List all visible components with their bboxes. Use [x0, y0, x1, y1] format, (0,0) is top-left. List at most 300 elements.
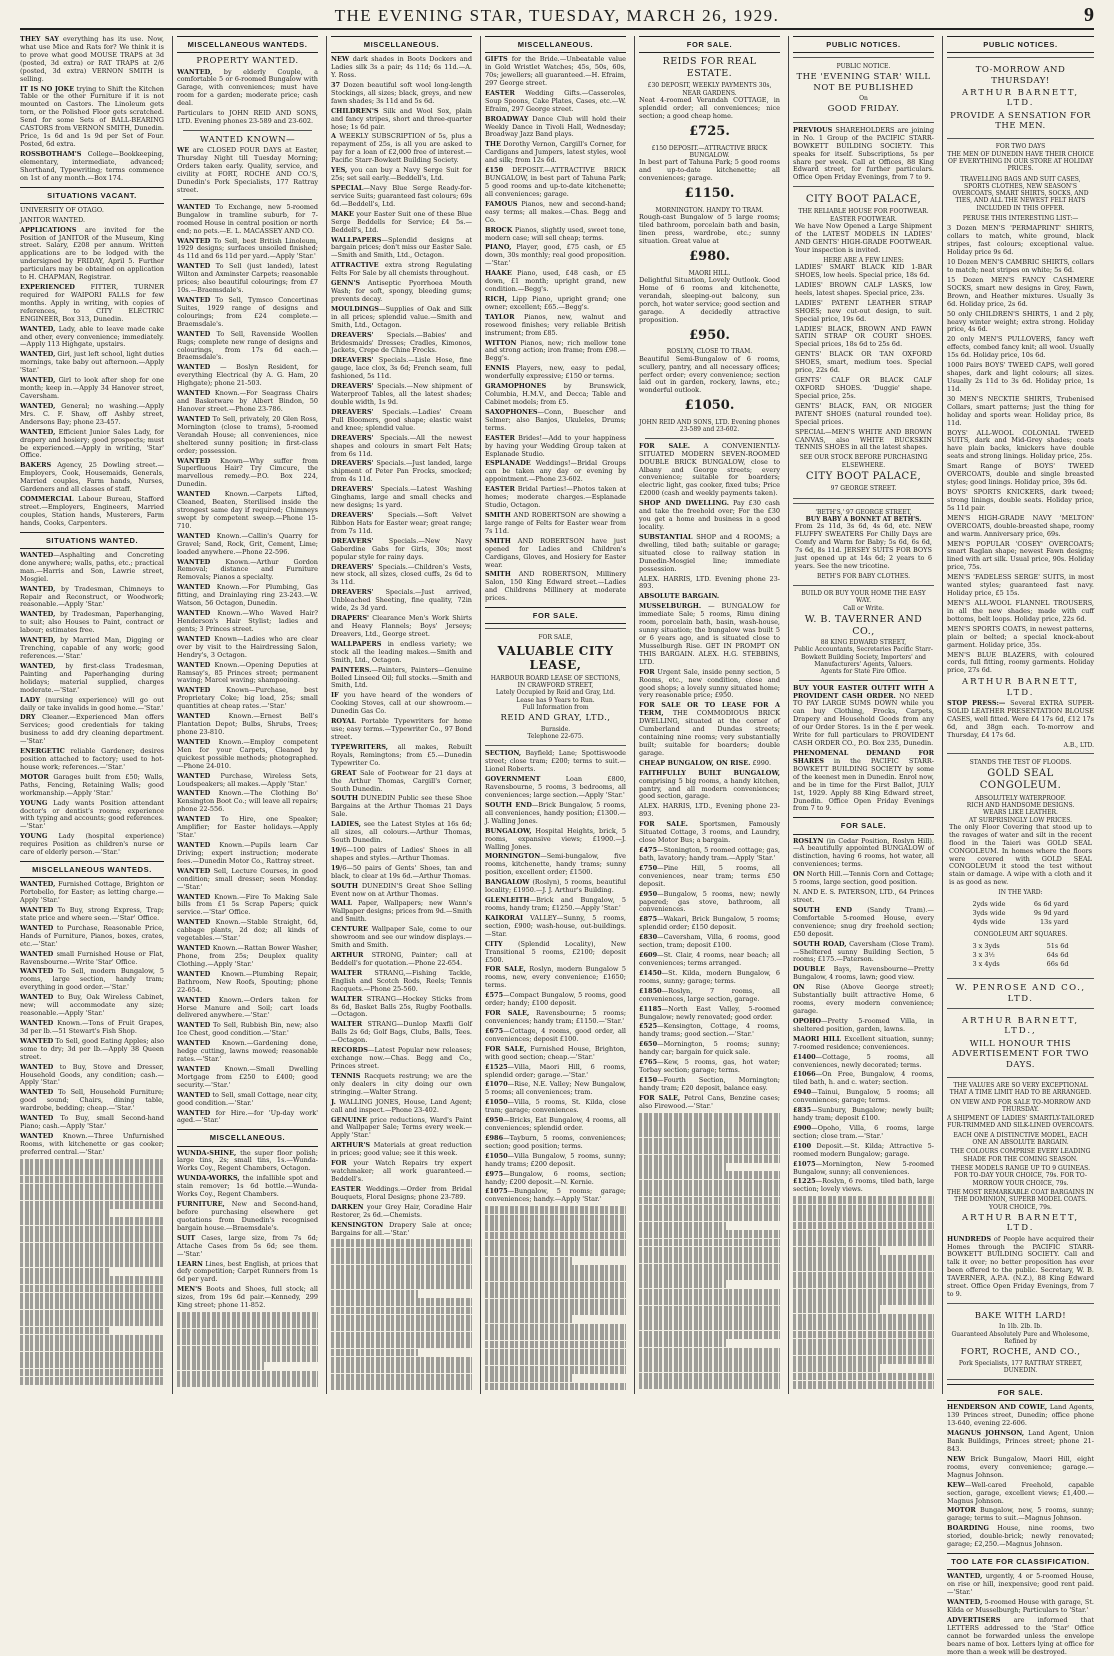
text-line-filler	[20, 1259, 164, 1267]
classified-ad	[20, 403, 164, 427]
bake-firm2: Pork Specialists, 177 RATTRAY STREET, DUNEDIN.	[958, 1359, 1083, 1374]
classified-ad	[177, 790, 318, 814]
classified-ad	[331, 883, 472, 899]
ad-text: £990.	[750, 758, 772, 767]
text-line-filler	[331, 1349, 418, 1357]
text-line-filler	[793, 1314, 934, 1322]
classified-ad	[331, 167, 472, 183]
gold-seal-body: The only Floor Covering that stood up to the ravages of water and silt in the recent flood in the Taieri was GOLD SEAL CONGOLEUM. In homes where the floors were covered with GOLD SEAL CONGOLEUM it stood the test without stain or damage. A wipe with a cloth and it is as good as new.	[949, 822, 1092, 887]
ad-text: (Splendid Locality), New Transitional 5 rooms, £2100; deposit £500.	[485, 939, 626, 964]
text-line-filler	[639, 1381, 780, 1389]
classified-ad	[177, 1022, 318, 1038]
classified-ad	[20, 1115, 164, 1131]
ad-lead: DREAVERS'	[331, 459, 374, 468]
classified-ad	[639, 1023, 780, 1039]
ad-lead: DRY	[20, 713, 36, 722]
ad-text: your Easter Suit one of these Blue Serge Beddells for Service; £4 5s.—Beddell's, Ltd.	[331, 209, 472, 234]
ad-text: Known.—Small Dwelling Mortgage from £250 to £400; good security.—'Star.'	[177, 1064, 318, 1089]
classified-ad	[331, 641, 472, 665]
classified-ad	[639, 669, 780, 701]
ad-lead: LEARN	[177, 1259, 203, 1268]
classified-ad	[485, 56, 626, 88]
text-line-filler	[331, 1382, 472, 1390]
classified-ad	[177, 491, 318, 531]
classified-ad	[177, 1040, 318, 1064]
ad-lead: MAORI HILL	[793, 1034, 842, 1043]
ad-lead: CHILDREN'S	[331, 106, 379, 115]
ad-lead: SOUTH END	[793, 905, 852, 914]
classified-ad	[485, 1153, 626, 1169]
ad-text: ALEX. HARRIS, LTD. Evening phone 23-893.	[639, 574, 780, 591]
ad-text: are CLOSED FOUR DAYS at Easter, Thursday Night till Tuesday Morning; Orders taken early. Quality, service, and civility at FORT, ROCHE AND CO.'S, Dunedin's Pork Specialists, 177 Rattray street.	[177, 146, 318, 194]
text-line-filler	[177, 1371, 318, 1379]
classified-ad	[793, 127, 934, 182]
ad-lead: WANTED	[177, 414, 211, 423]
stop-press-head: STOP PRESS:—	[947, 699, 1006, 707]
classified-ad	[331, 237, 472, 261]
classified-ad	[331, 1204, 472, 1220]
ad-lead: GENUINE	[331, 1115, 368, 1124]
text-line-filler	[793, 1339, 934, 1347]
classified-ad	[947, 1573, 1094, 1597]
ad-text: To Sell, modern Bungalow, 5 rooms, large section, handy tram; everything in good order.—'Star.'	[20, 967, 164, 992]
ad-text: Clearance Men's Work Shirts and Heavy Flannels; Boys' Jerseys; Dreavers, Ltd., George street.	[331, 614, 472, 638]
classified-ad	[177, 297, 318, 329]
ad-text: Portable Typewriters for home use; easy terms.—Typewriter Co., 97 Bond street.	[331, 717, 472, 741]
ad-text: price reductions, Ward's Paint and Wallpaper Sale; Terms every week.—Apply 'Star.'	[331, 1115, 472, 1140]
for-two-days: FOR TWO DAYS	[995, 143, 1046, 151]
city-boot-sub: THE RELIABLE HOUSE FOR FOOTWEAR.	[798, 208, 929, 216]
text-line-filler	[639, 1272, 780, 1280]
classified-ad	[793, 941, 934, 965]
col2-filler	[177, 1312, 318, 1387]
text-line-filler	[20, 1318, 164, 1326]
classified-ad	[177, 773, 318, 789]
wanted-known-head: WANTED KNOWN—	[199, 134, 296, 145]
classified-ad	[177, 364, 318, 388]
ad-text: for Hire.—for 'Up-day work' aged.—'Star.'	[177, 1108, 318, 1125]
ad-lead: EASTER	[331, 1184, 361, 1193]
city-boot-addr: 97 GEORGE STREET.	[830, 485, 897, 493]
ad-lead: WANTED	[177, 1039, 211, 1048]
ad-lead: BUY YOUR EASTER OUTFIT WITH A PROVIDENT CASH ORDER.	[793, 683, 934, 700]
classified-ad	[331, 108, 472, 132]
text-line-filler	[20, 1226, 164, 1234]
barnett-list-item: MEN'S HIGH-GRADE NAVY 'MELTON' OVERCOATS, double-breasted shape, roomy and warm. Anniversary price, 69s.	[947, 513, 1094, 538]
price-row	[970, 918, 1070, 927]
col6-sale-ads	[793, 838, 934, 1195]
reid-listing-intro: MAORI HILL.	[688, 269, 731, 277]
ad-lead: WANTED	[177, 557, 211, 566]
ad-text: you have heard of the wonders of Cooking Stoves, call at our showroom.—Dunedin Gas Co.	[331, 691, 472, 716]
text-line-filler	[639, 1356, 780, 1364]
classified-ad	[331, 692, 472, 716]
ad-lead: FOR SALE,	[485, 1009, 530, 1018]
ad-text: DUNEDIN'S Great Shoe Selling Event now on at Arthur Thomas.	[331, 881, 472, 898]
taverner-addr: 88 KING EDWARD STREET,	[820, 639, 907, 647]
text-line-filler	[485, 1315, 572, 1323]
ad-lead: WANTED	[177, 1090, 211, 1099]
ad-lead: WALLPAPERS	[331, 639, 382, 648]
classified-ad	[485, 409, 626, 433]
ad-lead: MUSSELBURGH.	[639, 602, 702, 611]
ad-text: Lines, best English, at prices that defy competition; Carpet Runners from 1s 6d per yard.	[177, 1259, 318, 1284]
ad-text: STRONG, Painter; call at Beddell's for quotation.—Phone 22-654.	[331, 951, 472, 967]
classified-ad	[485, 879, 626, 895]
classified-ad	[793, 871, 934, 887]
ad-lead: KEW	[947, 1480, 965, 1489]
classified-ad	[331, 211, 472, 235]
classified-ad	[331, 996, 472, 1020]
ad-text: STRANG—Dunlop Maxfli Golf Balls 2s 6d; Golf Bags, Clubs, Balls, Tees.—Octagon.	[331, 1020, 472, 1045]
price-row-price: 64s 6d	[1046, 951, 1069, 960]
classified-ad	[20, 611, 164, 635]
ad-text: in the PACIFIC STARR-BOWKETT BUILDING SOCIETY by some of the keenest men in Dunedin. Enrol now, and be in time for the First Ballot, JULY 1st, 1929. Apply 88 King Edward street, Dunedin. Office Open Friday Evenings from 7 to 9.	[793, 756, 934, 813]
classified-ad	[485, 802, 626, 826]
ad-lead: WALL	[331, 899, 353, 908]
ad-lead: WANTED	[177, 969, 211, 978]
ad-text: Bungalow, new, 5 rooms, sunny; garage; terms to suit.—Magnus Johnson.	[947, 1506, 1094, 1523]
classified-ad	[485, 340, 626, 364]
ad-lead: SMITH	[485, 536, 511, 545]
classified-ad	[177, 204, 318, 236]
classified-ad	[485, 1028, 626, 1044]
reid-listing-body: Beautiful Semi-Bungalow of 6 rooms, scullery, pantry, and all necessary offices; perfect order; every convenience; section laid out in garden, rockery, lawns, etc.; wonderful outlook.	[639, 354, 780, 395]
ad-text: —Mornington, New 5-roomed Bungalow, sunny; all conveniences.	[793, 1159, 934, 1176]
ad-text: Known.—Gardening done, hedge cutting, lawns mowed; reasonable rates.—'Star.'	[177, 1039, 318, 1064]
reid-listing	[639, 82, 780, 139]
ad-lead: DREAVERS'	[331, 588, 374, 597]
ad-lead: OPOHO	[793, 1016, 822, 1025]
ad-lead: WANTED	[177, 456, 211, 465]
ad-text: —Stonington, 5 roomed cottage; gas, bath, lavatory; handy tram.—Apply 'Star.'	[639, 846, 780, 862]
ad-text: by elderly Couple, a comfortable 5 or 6-roomed Bungalow with Garage, with conveniences; must have room for a garden; moderate price; cash deal.	[177, 67, 318, 108]
ad-lead: WANTED	[177, 1108, 211, 1117]
col5-sale-ads	[639, 443, 780, 1111]
ad-text: Wedding Gifts.—Casseroles, Soup Spoons, Cake Plates, Cases, etc.—W. Efraim, 297 George street.	[485, 88, 626, 113]
notice-date: GOOD FRIDAY.	[827, 104, 900, 115]
classified-ad	[793, 1089, 934, 1105]
classified-ad	[793, 1107, 934, 1123]
lease-line-1: FOR SALE,	[538, 634, 573, 642]
col7-sale-ads	[947, 1404, 1094, 1549]
ad-lead: £100	[793, 1141, 812, 1150]
text-line-filler	[331, 1374, 472, 1382]
text-line-filler	[485, 1223, 626, 1231]
ad-text: Urgent Sale, inside penny section, 5 Rooms, etc., new condition, close and good shops; a lovely sunny situated home; very reasonable price; £950.	[639, 667, 780, 700]
classified-ad	[20, 36, 164, 84]
ad-lead: ARTHUR'S	[331, 1141, 371, 1150]
ad-text: To Sell, best British Linoleum, 1929 designs; surfaces unsoiled finished; 4s 11d and 6s 11d per yard.—Apply 'Star.'	[177, 236, 318, 261]
ad-lead: £940	[793, 1088, 812, 1097]
ad-text: Known.—Opening Deputies at Ramsay's, 85 Princes street; permanent waving; Marcel waving; shampooing.	[177, 660, 318, 685]
text-line-filler	[793, 1272, 934, 1280]
ad-lead: WANTED	[177, 686, 211, 695]
ad-text: Pay £30 cash and take the freehold over; For the £30 you get a home and business in a good locality.	[639, 499, 780, 531]
classified-ad	[485, 571, 626, 603]
ad-text: Known—Purchase, best Proprietary Coke; big load, 25s; small quantities at cheap rates.—'Star.'	[177, 686, 318, 711]
column-1	[20, 36, 168, 1394]
ad-text: Caversham (Close Tram).—Sheltered sunny Building Section, 5 rooms; £175.—Paterson.	[793, 939, 934, 964]
barnett-list-item: MEN'S SPORTS COATS, in newest patterns, plain or belted; a special knock-about garment. Holiday price, 35s.	[947, 624, 1094, 649]
text-line-filler	[331, 1265, 472, 1273]
ad-text: Known.—Ernest Bell's Plantation Depot; Bulbs, Shrubs, Trees; phone 23-810.	[177, 712, 318, 736]
text-line-filler	[639, 1348, 780, 1356]
col2-section-head: MISCELLANEOUS WANTEDS.	[177, 36, 318, 53]
ad-text: Pianos, new, walnut and rosewood finishes; very reliable British instrument; from £85.	[485, 312, 626, 337]
classified-ad	[20, 697, 164, 713]
gold-seal-sub4: AT SURPRISINGLY LOW PRICES.	[968, 816, 1073, 824]
ad-lead: WANTED	[20, 550, 54, 559]
beths-foot: BETH'S FOR BABY CLOTHES.	[816, 572, 911, 580]
ad-text: —On Free, Bungalow, 4 rooms, tiled bath, h. and c. water; section.	[793, 1070, 934, 1087]
col2-known-ads	[177, 147, 318, 195]
ad-text: To Sell, Ravenside Woollen Rugs; complete new range of designs and colourings, from 17s 6d each.—Braemsdale's.	[177, 329, 318, 362]
col7-section-sale: FOR SALE.	[947, 1384, 1094, 1401]
ad-text: Players, new, easy to pedal, wonderfully expressive; £150 or terms.	[485, 364, 626, 381]
classified-ad	[793, 838, 934, 870]
text-line-filler	[793, 1196, 934, 1204]
ad-text: AND ROBERTSON are showing a large range of Felts for Easter wear from 7s 11d.	[485, 511, 626, 535]
text-line-filler	[177, 1362, 264, 1370]
ad-text: —St. Clair, 4 rooms, near beach; all conveniences; terms arranged.	[639, 951, 780, 967]
text-line-filler	[20, 1293, 164, 1301]
ad-lead: ESPLANADE	[485, 459, 531, 468]
classified-ad	[639, 770, 780, 802]
taverner-agents: Agents for State Fire Office.	[820, 668, 907, 676]
ad-text: DUNEDIN Public see these Shoe Bargains at the Arthur Thomas 21 Days Sale.	[331, 794, 472, 819]
text-line-filler	[485, 1307, 626, 1315]
ad-text: Land Agents, 139 Princes street, Dunedin; office phone 13-640, evening 22-606.	[947, 1403, 1095, 1428]
ad-lead: WANTED,	[20, 610, 56, 619]
text-line-filler	[639, 1264, 780, 1272]
classified-ad	[485, 383, 626, 407]
text-line-filler	[639, 1213, 780, 1221]
ad-text: trying to Shift the Kitchen Table or the other Furniture if it is not mounted on Castors. The Linoleum gets torn, or the Polished Floor gets scratched. Send for some Sets of BALL-BEARING CASTORS from VERNON SMITH, Dunedin. Price, 1s 6d and 1s 9d per Set of Four. Posted, 6d extra.	[20, 84, 164, 148]
ad-text: To Sell, Household Furniture; good sound; Chairs, dining table, wardrobe, bedding; cheap.—'Star.'	[20, 1088, 164, 1113]
col4-sale-ads	[485, 750, 626, 1204]
classified-ad	[331, 847, 472, 863]
ad-lead: £950	[485, 1116, 504, 1125]
ad-text: Silk and Wool Sox, plain and fancy stripes, short and three-quarter hose; 1s 6d pair.	[331, 106, 472, 131]
ad-text: Garages built from £50; Walls, Paths, Fencing, Retaining Walls; good workmanship.—Apply 'Star.'	[20, 772, 164, 797]
classified-ad	[177, 263, 318, 295]
ad-text: —Fourth Section, Mornington; handy tram; £20 deposit, balance easy.	[639, 1075, 780, 1092]
ad-lead: WANTED	[177, 815, 211, 824]
classified-ad	[639, 1006, 780, 1022]
reid-listing-body: Delightful Situation, Lovely Outlook. Good Home of 6 rooms and kitchenette, verandah, sleeping-out balcony, sun porch, hot water service; good section and garage. A decidedly attractive proposition.	[639, 275, 780, 324]
classified-ad	[177, 842, 318, 866]
ad-text: Bays, Ravensbourne—Pretty Bungalow, 4 rooms, lawn; good view.	[793, 965, 934, 982]
ad-text: Pianos, slightly used, sweet tone, modern case; will sell cheap; terms.	[485, 225, 626, 242]
ad-text: General; no washing.—Apply Mrs. C. F. Shaw, off Ashby street, Andersons Bay; phone 23-457.	[20, 401, 164, 426]
ad-text: North Hill.—Tennis Corn and Cottage; 5 rooms, large section, good position.	[793, 870, 934, 887]
barnett-list-item: MEN'S BLUE BLAZERS, with coloured cords, full fitting, roomy garments. Holiday price, 27s 6d.	[947, 650, 1094, 675]
classified-ad	[331, 926, 472, 950]
ad-lead: DREAVERS'	[331, 407, 374, 416]
text-line-filler	[20, 1360, 164, 1368]
ad-lead: CHEAP BUNGALOW, ON RISE.	[639, 758, 751, 767]
text-line-filler	[20, 1369, 164, 1377]
classified-ad	[639, 803, 780, 819]
text-line-filler	[639, 1247, 780, 1255]
ad-text: to Buy, Stove and Dresser, Household Goods, any condition; cash.—Apply 'Star.'	[20, 1062, 164, 1087]
reid-listing-body: In best part of Tahuna Park; 5 good rooms and up-to-date kitchenette; all conveniences; garage.	[639, 158, 780, 183]
ad-lead: 19	[331, 845, 341, 854]
classified-ad	[639, 891, 780, 915]
classified-ad	[639, 934, 780, 950]
ad-text: Roslyn, modern Bungalow 5 rooms, new, every convenience; £1650; terms.	[485, 965, 626, 990]
ad-text: —Tainui, Bungalow, 5 rooms; all conveniences; garage; terms.	[793, 1088, 934, 1105]
text-line-filler	[20, 1192, 164, 1200]
reid-listing-price: £980.	[689, 248, 730, 264]
ad-text: —Conn, Buescher and Selmer; also Banjos, Ukuleles, Drums; terms.	[485, 407, 626, 432]
ad-lead: PHENOMENAL DEMAND FOR SHARES	[793, 749, 934, 765]
ad-lead: WANTED	[177, 944, 211, 953]
ad-text: Deposit.—St. Kilda; Attractive 5-roomed modern Bungalow; garage.	[793, 1141, 934, 1158]
classified-ad	[485, 992, 626, 1008]
ad-text: all makes, Rebuilt Royals, Remingtons; from £5.—Dunedin Typewriter Co.	[331, 742, 472, 767]
ad-text: Specials.—Children's Vests, new stock, all sizes, closed cuffs, 2s 6d to 3s 11d.	[331, 562, 472, 587]
ad-lead: MORNINGTON	[485, 852, 541, 861]
ad-text: —Kensington, Cottage, 4 rooms, handy trams; good section.—'Star.'	[639, 1022, 780, 1039]
ad-lead: £835	[793, 1106, 812, 1115]
barnett-values: THE VALUES ARE SO VERY EXCEPTIONAL THAT A TIME LIMIT HAD TO BE ARRANGED.	[949, 1081, 1092, 1097]
ad-text: Lady, able to leave made cake and other, every convenience; immediately.—Apply 113 Highgate, upstairs.	[20, 324, 164, 349]
ad-lead: WANTED,	[20, 636, 56, 645]
ad-text: Dozen beautiful soft wool long-length Stockings, all sizes; black, greys, and new fawn shades; 3s 11d and 5s 6d.	[331, 80, 472, 105]
barnett-list-item: 50 only CHILDREN'S SHIRTS, 1 and 2 ply, heavy winter weight; extra strong. Holiday price, 4s 6d.	[947, 309, 1094, 334]
classified-ad	[20, 86, 164, 149]
classified-ad	[639, 821, 780, 845]
classified-ad	[331, 795, 472, 819]
ad-text: Known.—Employ competent Men for your Carpets, Cleaned by quickest possible methods; photographed.—Phone 24-010.	[177, 737, 318, 770]
classified-ad	[20, 1064, 164, 1088]
classified-ad	[639, 865, 780, 889]
ad-text: —Rise, N.E. Valley; New Bungalow, 5 rooms; all conveniences; tram.	[485, 1080, 626, 1097]
col2-ads	[177, 204, 318, 1126]
col6-section-sale: FOR SALE.	[793, 817, 934, 834]
ad-text: Land Agent, Union Bank Buildings, Princes street; phone 21-843.	[947, 1429, 1094, 1454]
classified-ad	[485, 314, 626, 338]
classified-ad	[331, 185, 472, 209]
ad-lead: WALTER	[331, 994, 363, 1003]
classified-ad	[177, 1092, 318, 1108]
ad-lead: 19	[331, 863, 341, 872]
ad-text: (in Cedar Position, Roslyn Hill).—A beautifully appointed BUNGALOW of distinction, having 6 rooms, hot water, all conveniences; terms.	[793, 836, 934, 869]
ad-lead: £1050	[485, 1151, 508, 1160]
classified-ad	[485, 966, 626, 990]
ad-lead: WANTED	[177, 789, 211, 798]
good-friday-notice	[793, 57, 934, 123]
ad-lead: THEY SAY	[20, 35, 59, 43]
ad-text: —Semi-bungalow, five rooms, kitchenette, handy trams; sunny position, excellent order; £1500.	[485, 852, 626, 877]
ad-text: —Cottage, 5 rooms, all conveniences, newly decorated; terms.	[793, 1052, 934, 1069]
ad-lead: WANTED	[20, 923, 54, 932]
ad-text: Specials.—Ladies' Cream Pull Bloomers, good shape; elastic waist and knee; splendid value.	[331, 407, 472, 432]
city-boot-item: SPECIAL—MEN'S WHITE AND BROWN CANVAS, also WHITE BUCKSKIN TENNIS SHOES in all the latest shapes.	[795, 427, 932, 452]
classified-ad	[331, 56, 472, 80]
beths-line-2: BUY BABY A BONNET AT BETH'S.	[805, 515, 922, 523]
classified-ad	[793, 1054, 934, 1070]
ad-text: by Tradesman, Chimneys to Repair and Reconstruct, or Woodwork; reasonable.—Apply 'Star.'	[20, 584, 164, 609]
ad-lead: WANTED	[20, 1036, 54, 1045]
text-line-filler	[639, 1322, 780, 1330]
ad-lead: SUBSTANTIAL	[639, 532, 693, 541]
hundreds-ad	[947, 1236, 1094, 1299]
ad-lead: WANTED,	[947, 1572, 983, 1581]
ad-text: SHOP and 4 ROOMS; a dwelling, tiled bath; suitable or garage; situated close to railway station in Dunedin-Mosgiel line; immediate possession.	[639, 532, 780, 573]
col5-section-head: FOR SALE.	[639, 36, 780, 53]
ad-lead: £575	[485, 991, 504, 1000]
ad-text: in endless variety; we stock all the leading makes.—Smith and Smith, Ltd., Octagon.	[331, 639, 472, 664]
beths-body: From 2s 11d, 3s 6d, 4s 6d, etc. NEW FLUFFY SWEATERS For Chilly Days are Comfy and Warm for Baby; 5s 6d, 6s 6d, 7s 6d, 8s 11d. JERSEY SUITS FOR BOYS just opened up at 14s 6d; 2 years to 6 years. See the new tricotine.	[795, 522, 932, 570]
ad-text: WEEKLY SUBSCRIPTION of 5s, plus a repayment of 25s, is all you are asked to pay for a loan of £2,000 free of interest.—Pacific Starr-Bowkett Building Society.	[331, 132, 472, 165]
ad-text: —Bungalow, 6 rooms, section; handy; £200 deposit.—N. Kernie.	[485, 1169, 626, 1186]
text-line-filler	[793, 1289, 934, 1297]
text-line-filler	[485, 1240, 626, 1248]
city-lease-box	[485, 628, 626, 746]
bake-body: Guaranteed Absolutely Pure and Wholesome, Refined by	[951, 1330, 1090, 1345]
hundreds-text: of People have acquired their Homes through the PACIFIC STARR-BOWKETT BUILDING SOCIETY. Call and talk it over; no better proposition has ever been offered to the public. Secretary, W. B. TAVERNER, A.P.A. (N.Z.), 88 King Edward street. Office Open Friday Evenings, from 7 to 9.	[947, 1234, 1094, 1299]
ad-text: ALEX. HARRIS, LTD., Evening phone 23-893.	[639, 802, 780, 819]
barnett-view: ON VIEW AND FOR SALE TO-MORROW AND THURSDAY.	[950, 1098, 1091, 1113]
text-line-filler	[331, 1248, 472, 1256]
classified-ad	[20, 800, 164, 832]
bake-head: BAKE WITH LARD!	[974, 1311, 1067, 1321]
classified-ad	[485, 270, 626, 294]
ad-text: Known.—Who Waved Hair? Henderson's Hair Stylist; ladies and gents; 3 Princes street.	[177, 609, 318, 633]
reid-listing	[639, 207, 780, 265]
ad-text: —Pine Hill, 5 rooms, all conveniences, near tram; terms £50 deposit.	[639, 863, 780, 888]
city-boot-body: We have Now Opened a Large Shipment of the LATEST MODELS IN LADIES' AND GENTS' HIGH-GRADE FOOTWEAR. Your inspection is invited.	[795, 222, 932, 254]
text-line-filler	[20, 1285, 164, 1293]
ad-lead: £150	[639, 1075, 658, 1084]
ad-text: Efficient Junior Sales Lady, for drapery and hosiery; good prospects; must be experienced.—Apply in writing, 'Star' Office.	[20, 427, 164, 460]
text-line-filler	[20, 1209, 109, 1217]
ad-text: are invited for the Position of JANITOR of the Museum, King street. Salary, £208 per annum. Written applications are to be lodged with the undersigned by FRIDAY, April 5. Further particulars may be obtained on application to H. CHAPMAN, Registrar.	[20, 225, 164, 282]
classified-ad	[947, 1507, 1094, 1523]
ad-lead: WANTED	[177, 866, 211, 875]
ad-text: Lady (hospital experience) requires Position as children's nurse or care of elderly person.—'Star.'	[20, 832, 164, 857]
classified-ad	[331, 718, 472, 742]
ad-lead: GENN'S	[331, 279, 361, 288]
ad-text: Labour Bureau, Stafford street.—Employers, Engineers, Married couples, Station hands, Musterers, Farm hands, Cooks, Carpenters.	[20, 495, 164, 527]
classified-ad	[947, 1617, 1094, 1656]
ad-text: College—Bookkeeping, elementary, intermediate, advanced; Shorthand, Typewriting; terms commence on 1st of any month.—Box 174.	[20, 149, 164, 182]
city-boot-palace-ad	[793, 186, 934, 498]
col6-ads-2	[793, 685, 934, 814]
ad-text: —Supplies of Oak and Silk in all prices; splendid value.—Smith and Smith, Ltd., Octagon.	[331, 304, 472, 329]
ad-lead: £1450	[639, 968, 662, 977]
ad-lead: £1066	[793, 1070, 816, 1079]
ad-text: —Brick and Bungalow, 5 rooms, handy tram; £1250.—Apply 'Star.'	[485, 896, 626, 912]
ad-lead: £1075	[793, 1159, 816, 1168]
classified-ad	[331, 538, 472, 562]
ad-lead: DREAVERS'	[331, 511, 374, 519]
ad-lead: WUNDA-SHINE,	[177, 1148, 237, 1157]
barnett-list-item: MEN'S POPULAR 'COSEY' OVERCOATS; smart Raglan shape; newest Fawn designs; lined with art silk. Usual price, 90s. Holiday price, 75s.	[947, 539, 1094, 572]
text-line-filler	[793, 1356, 934, 1364]
barnett-list-item: 30 MEN'S NECKTIE SHIRTS, Trubenised Collars, smart patterns; just the thing for holiday and sports wear. Holiday price, 8s 11d.	[947, 394, 1094, 427]
text-line-filler	[20, 1201, 164, 1209]
ad-text: UNIVERSITY OF OTAGO.	[20, 205, 104, 214]
city-boot-easter: EASTER FOOTWEAR.	[830, 215, 897, 223]
ad-text: Specials.—Latest Washing Ginghams, large and small checks and new designs; 1s yard.	[331, 485, 472, 510]
ad-text: Sportsmen, Famously Situated Cottage, 3 rooms, and Laundry, close Motor Bus; a bargain.	[639, 820, 780, 845]
barnett-sig-2: ARTHUR BARNETT, LTD.	[961, 1212, 1080, 1234]
text-line-filler	[485, 1232, 626, 1240]
